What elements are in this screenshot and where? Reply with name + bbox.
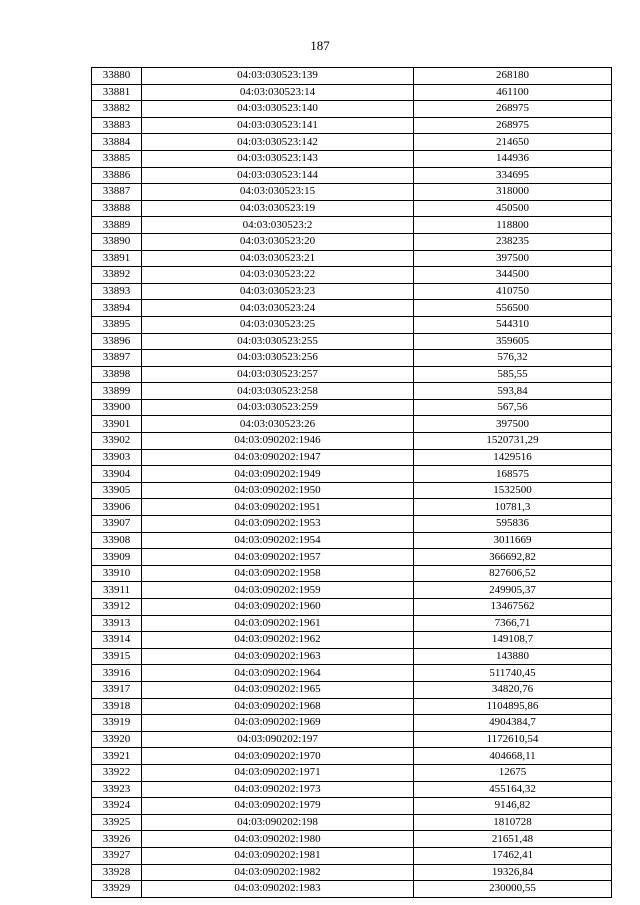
table-row	[92, 333, 612, 350]
row-number-cell: 33906	[92, 499, 142, 516]
row-number-cell: 33905	[92, 482, 142, 499]
table-row	[92, 632, 612, 649]
value-cell: 318000	[414, 184, 612, 201]
cadastral-number-cell: 04:03:090202:1954	[142, 532, 414, 549]
row-number-cell: 33890	[92, 233, 142, 250]
row-number-cell: 33886	[92, 167, 142, 184]
row-number-cell: 33920	[92, 731, 142, 748]
table-row	[92, 499, 612, 516]
row-number-cell: 33927	[92, 847, 142, 864]
cadastral-number-cell: 04:03:090202:1965	[142, 681, 414, 698]
cadastral-number-cell: 04:03:030523:22	[142, 267, 414, 284]
table-row	[92, 350, 612, 367]
table-row	[92, 200, 612, 217]
cadastral-number-cell: 04:03:030523:144	[142, 167, 414, 184]
row-number-cell: 33904	[92, 466, 142, 483]
value-cell: 118800	[414, 217, 612, 234]
value-cell: 410750	[414, 283, 612, 300]
table-row	[92, 117, 612, 134]
value-cell: 10781,3	[414, 499, 612, 516]
table-row	[92, 648, 612, 665]
cadastral-number-cell: 04:03:030523:139	[142, 68, 414, 85]
cadastral-number-cell: 04:03:030523:24	[142, 300, 414, 317]
table-row	[92, 847, 612, 864]
value-cell: 9146,82	[414, 798, 612, 815]
value-cell: 17462,41	[414, 847, 612, 864]
value-cell: 144936	[414, 150, 612, 167]
row-number-cell: 33917	[92, 681, 142, 698]
row-number-cell: 33903	[92, 449, 142, 466]
value-cell: 359605	[414, 333, 612, 350]
cadastral-number-cell: 04:03:030523:23	[142, 283, 414, 300]
value-cell: 334695	[414, 167, 612, 184]
cadastral-number-cell: 04:03:030523:15	[142, 184, 414, 201]
table-row	[92, 134, 612, 151]
row-number-cell: 33889	[92, 217, 142, 234]
cadastral-number-cell: 04:03:030523:19	[142, 200, 414, 217]
row-number-cell: 33916	[92, 665, 142, 682]
cadastral-number-cell: 04:03:090202:1979	[142, 798, 414, 815]
value-cell: 397500	[414, 416, 612, 433]
row-number-cell: 33911	[92, 582, 142, 599]
value-cell: 168575	[414, 466, 612, 483]
cadastral-number-cell: 04:03:030523:20	[142, 233, 414, 250]
cadastral-number-cell: 04:03:030523:26	[142, 416, 414, 433]
row-number-cell: 33894	[92, 300, 142, 317]
value-cell: 404668,11	[414, 748, 612, 765]
row-number-cell: 33887	[92, 184, 142, 201]
row-number-cell: 33899	[92, 383, 142, 400]
row-number-cell: 33923	[92, 781, 142, 798]
row-number-cell: 33893	[92, 283, 142, 300]
cadastral-number-cell: 04:03:090202:1951	[142, 499, 414, 516]
row-number-cell: 33915	[92, 648, 142, 665]
value-cell: 12675	[414, 764, 612, 781]
table-row	[92, 482, 612, 499]
row-number-cell: 33913	[92, 615, 142, 632]
cadastral-number-cell: 04:03:090202:1950	[142, 482, 414, 499]
row-number-cell: 33881	[92, 84, 142, 101]
table-row	[92, 831, 612, 848]
value-cell: 3011669	[414, 532, 612, 549]
cadastral-number-cell: 04:03:090202:1969	[142, 715, 414, 732]
row-number-cell: 33902	[92, 433, 142, 450]
cadastral-number-cell: 04:03:090202:1981	[142, 847, 414, 864]
value-cell: 567,56	[414, 399, 612, 416]
row-number-cell: 33880	[92, 68, 142, 85]
row-number-cell: 33892	[92, 267, 142, 284]
table-row	[92, 416, 612, 433]
value-cell: 450500	[414, 200, 612, 217]
row-number-cell: 33921	[92, 748, 142, 765]
value-cell: 511740,45	[414, 665, 612, 682]
table-row	[92, 383, 612, 400]
table-row	[92, 715, 612, 732]
value-cell: 461100	[414, 84, 612, 101]
value-cell: 1172610,54	[414, 731, 612, 748]
value-cell: 455164,32	[414, 781, 612, 798]
row-number-cell: 33896	[92, 333, 142, 350]
value-cell: 397500	[414, 250, 612, 267]
row-number-cell: 33924	[92, 798, 142, 815]
value-cell: 214650	[414, 134, 612, 151]
table-row	[92, 68, 612, 85]
value-cell: 149108,7	[414, 632, 612, 649]
table-row	[92, 516, 612, 533]
row-number-cell: 33891	[92, 250, 142, 267]
value-cell: 593,84	[414, 383, 612, 400]
row-number-cell: 33888	[92, 200, 142, 217]
row-number-cell: 33910	[92, 565, 142, 582]
table-row	[92, 84, 612, 101]
table-row	[92, 565, 612, 582]
table-row	[92, 167, 612, 184]
table-row	[92, 449, 612, 466]
cadastral-number-cell: 04:03:090202:1946	[142, 433, 414, 450]
table-row	[92, 300, 612, 317]
cadastral-number-cell: 04:03:090202:1980	[142, 831, 414, 848]
value-cell: 268180	[414, 68, 612, 85]
value-cell: 34820,76	[414, 681, 612, 698]
table-row	[92, 599, 612, 616]
cadastral-number-cell: 04:03:090202:1961	[142, 615, 414, 632]
row-number-cell: 33884	[92, 134, 142, 151]
row-number-cell: 33898	[92, 366, 142, 383]
table-row	[92, 582, 612, 599]
value-cell: 4904384,7	[414, 715, 612, 732]
cadastral-number-cell: 04:03:030523:21	[142, 250, 414, 267]
cadastral-number-cell: 04:03:090202:1957	[142, 549, 414, 566]
cadastral-number-cell: 04:03:090202:1963	[142, 648, 414, 665]
row-number-cell: 33900	[92, 399, 142, 416]
cadastral-number-cell: 04:03:030523:25	[142, 316, 414, 333]
cadastral-number-cell: 04:03:090202:1970	[142, 748, 414, 765]
table-row	[92, 731, 612, 748]
cadastral-number-cell: 04:03:090202:1953	[142, 516, 414, 533]
cadastral-number-cell: 04:03:090202:1983	[142, 881, 414, 898]
row-number-cell: 33908	[92, 532, 142, 549]
value-cell: 585,55	[414, 366, 612, 383]
value-cell: 268975	[414, 117, 612, 134]
table-row	[92, 233, 612, 250]
row-number-cell: 33901	[92, 416, 142, 433]
value-cell: 1810728	[414, 814, 612, 831]
value-cell: 344500	[414, 267, 612, 284]
row-number-cell: 33922	[92, 764, 142, 781]
table-row	[92, 814, 612, 831]
table-row	[92, 698, 612, 715]
table-row	[92, 150, 612, 167]
table-row	[92, 781, 612, 798]
table-row	[92, 764, 612, 781]
row-number-cell: 33929	[92, 881, 142, 898]
table-row	[92, 250, 612, 267]
table-row	[92, 681, 612, 698]
cadastral-number-cell: 04:03:090202:1958	[142, 565, 414, 582]
value-cell: 556500	[414, 300, 612, 317]
cadastral-number-cell: 04:03:030523:257	[142, 366, 414, 383]
cadastral-number-cell: 04:03:090202:1968	[142, 698, 414, 715]
table-row	[92, 532, 612, 549]
cadastral-number-cell: 04:03:030523:143	[142, 150, 414, 167]
value-cell: 1429516	[414, 449, 612, 466]
table-row	[92, 433, 612, 450]
value-cell: 1520731,29	[414, 433, 612, 450]
table-row	[92, 267, 612, 284]
value-cell: 21651,48	[414, 831, 612, 848]
cadastral-number-cell: 04:03:090202:1973	[142, 781, 414, 798]
row-number-cell: 33914	[92, 632, 142, 649]
cadastral-number-cell: 04:03:030523:258	[142, 383, 414, 400]
row-number-cell: 33897	[92, 350, 142, 367]
value-cell: 268975	[414, 101, 612, 118]
table-row	[92, 864, 612, 881]
table-row	[92, 466, 612, 483]
value-cell: 143880	[414, 648, 612, 665]
value-cell: 827606,52	[414, 565, 612, 582]
value-cell: 1532500	[414, 482, 612, 499]
row-number-cell: 33918	[92, 698, 142, 715]
row-number-cell: 33925	[92, 814, 142, 831]
row-number-cell: 33907	[92, 516, 142, 533]
table-row	[92, 184, 612, 201]
table-row	[92, 283, 612, 300]
value-cell: 13467562	[414, 599, 612, 616]
table-row	[92, 615, 612, 632]
row-number-cell: 33882	[92, 101, 142, 118]
cadastral-number-cell: 04:03:030523:255	[142, 333, 414, 350]
cadastral-number-cell: 04:03:030523:141	[142, 117, 414, 134]
value-cell: 544310	[414, 316, 612, 333]
table-row	[92, 399, 612, 416]
cadastral-number-cell: 04:03:030523:2	[142, 217, 414, 234]
row-number-cell: 33912	[92, 599, 142, 616]
value-cell: 19326,84	[414, 864, 612, 881]
table-row	[92, 217, 612, 234]
table-row	[92, 101, 612, 118]
cadastral-number-cell: 04:03:090202:197	[142, 731, 414, 748]
value-cell: 366692,82	[414, 549, 612, 566]
cadastral-number-cell: 04:03:090202:1982	[142, 864, 414, 881]
value-cell: 7366,71	[414, 615, 612, 632]
cadastral-number-cell: 04:03:090202:1949	[142, 466, 414, 483]
row-number-cell: 33919	[92, 715, 142, 732]
table-row	[92, 748, 612, 765]
value-cell: 230000,55	[414, 881, 612, 898]
cadastral-number-cell: 04:03:090202:1960	[142, 599, 414, 616]
page-number: 187	[310, 38, 330, 53]
table-row	[92, 316, 612, 333]
table-row	[92, 881, 612, 898]
cadastral-number-cell: 04:03:090202:198	[142, 814, 414, 831]
value-cell: 249905,37	[414, 582, 612, 599]
row-number-cell: 33928	[92, 864, 142, 881]
table-row	[92, 665, 612, 682]
cadastral-number-cell: 04:03:030523:140	[142, 101, 414, 118]
row-number-cell: 33883	[92, 117, 142, 134]
cadastral-table	[91, 67, 612, 898]
row-number-cell: 33895	[92, 316, 142, 333]
cadastral-number-cell: 04:03:030523:142	[142, 134, 414, 151]
value-cell: 576,32	[414, 350, 612, 367]
cadastral-number-cell: 04:03:030523:259	[142, 399, 414, 416]
cadastral-number-cell: 04:03:030523:14	[142, 84, 414, 101]
cadastral-number-cell: 04:03:030523:256	[142, 350, 414, 367]
table-body	[92, 68, 612, 898]
table-row	[92, 366, 612, 383]
value-cell: 595836	[414, 516, 612, 533]
row-number-cell: 33926	[92, 831, 142, 848]
cadastral-number-cell: 04:03:090202:1962	[142, 632, 414, 649]
cadastral-number-cell: 04:03:090202:1947	[142, 449, 414, 466]
cadastral-number-cell: 04:03:090202:1971	[142, 764, 414, 781]
row-number-cell: 33909	[92, 549, 142, 566]
row-number-cell: 33885	[92, 150, 142, 167]
table-row	[92, 549, 612, 566]
cadastral-number-cell: 04:03:090202:1959	[142, 582, 414, 599]
cadastral-number-cell: 04:03:090202:1964	[142, 665, 414, 682]
value-cell: 1104895,86	[414, 698, 612, 715]
table-row	[92, 798, 612, 815]
value-cell: 238235	[414, 233, 612, 250]
